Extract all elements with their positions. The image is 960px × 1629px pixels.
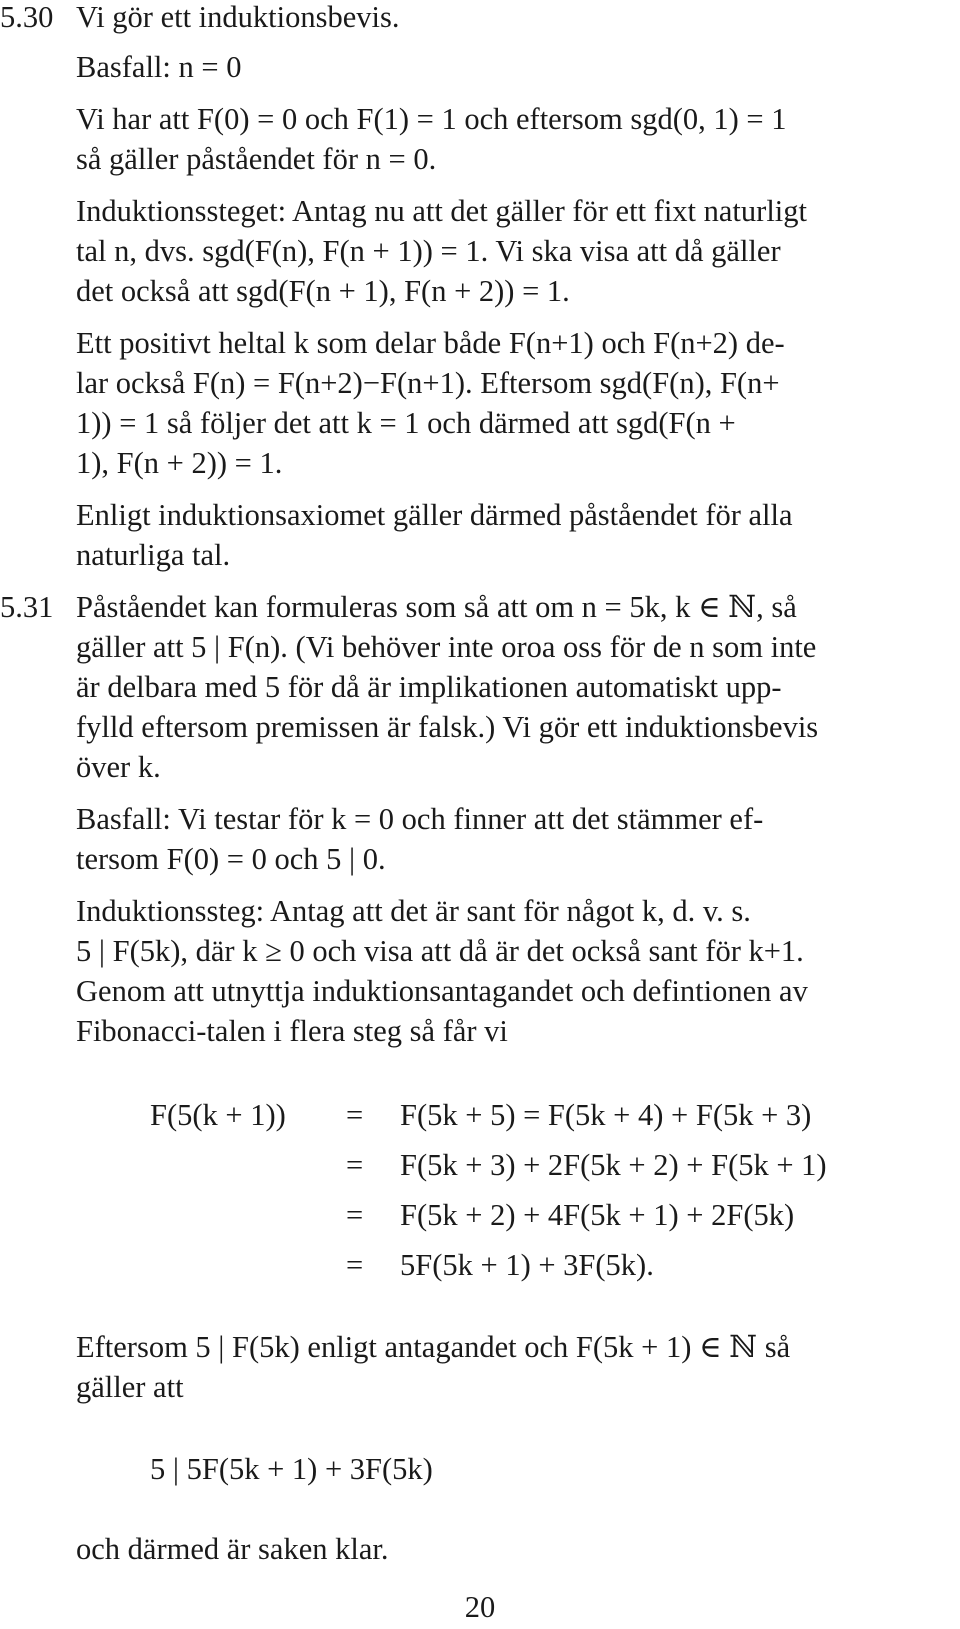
text-line: lar också F(n) = F(n+2)−F(n+1). Eftersom sgd(F(n), F(n+ <box>76 366 780 400</box>
text-line: Genom att utnyttja induktionsantagandet och defintionen av <box>76 974 808 1008</box>
text-line: tersom F(0) = 0 och 5 | 0. <box>76 842 386 876</box>
page-number: 20 <box>464 1590 496 1624</box>
text-line: Basfall: n = 0 <box>76 50 242 84</box>
text-line: tal n, dvs. sgd(F(n), F(n + 1)) = 1. Vi ska visa att då gäller <box>76 234 781 268</box>
text-line: och därmed är saken klar. <box>76 1532 389 1566</box>
text-line: Vi har att F(0) = 0 och F(1) = 1 och eftersom sgd(0, 1) = 1 <box>76 102 787 136</box>
text-line: 5 | F(5k), där k ≥ 0 och visa att då är det också sant för k+1. <box>76 934 804 968</box>
equals-sign: = <box>346 1098 364 1132</box>
text-line: Basfall: Vi testar för k = 0 och finner att det stämmer ef- <box>76 802 764 836</box>
text-line: 1)) = 1 så följer det att k = 1 och därmed att sgd(F(n + <box>76 406 736 440</box>
text-line: gäller att <box>76 1370 184 1404</box>
text-line: Fibonacci-talen i flera steg så får vi <box>76 1014 508 1048</box>
text-line: 1), F(n + 2)) = 1. <box>76 446 283 480</box>
equals-sign: = <box>346 1148 364 1182</box>
equation-rhs: F(5k + 3) + 2F(5k + 2) + F(5k + 1) <box>400 1148 827 1182</box>
exercise-number-5-31: 5.31 <box>0 590 54 624</box>
text-line: så gäller påståendet för n = 0. <box>76 142 437 176</box>
text-line: är delbara med 5 för då är implikationen automatiskt upp- <box>76 670 782 704</box>
text-line: över k. <box>76 750 161 784</box>
text-line: gäller att 5 | F(n). (Vi behöver inte oroa oss för de n som inte <box>76 630 817 664</box>
text-line: Påståendet kan formuleras som så att om n = 5k, k ∈ ℕ, så <box>76 590 797 624</box>
equation-rhs: F(5k + 5) = F(5k + 4) + F(5k + 3) <box>400 1098 812 1132</box>
exercise-number-5-30: 5.30 <box>0 0 54 34</box>
text-line: det också att sgd(F(n + 1), F(n + 2)) = 1. <box>76 274 570 308</box>
equals-sign: = <box>346 1198 364 1232</box>
text-line: naturliga tal. <box>76 538 231 572</box>
text-line: Induktionssteg: Antag att det är sant för något k, d. v. s. <box>76 894 751 928</box>
equation-rhs: 5F(5k + 1) + 3F(5k). <box>400 1248 654 1282</box>
text-line: Ett positivt heltal k som delar både F(n+1) och F(n+2) de- <box>76 326 785 360</box>
text-line: Eftersom 5 | F(5k) enligt antagandet och F(5k + 1) ∈ ℕ så <box>76 1330 791 1364</box>
equation-rhs: F(5k + 2) + 4F(5k + 1) + 2F(5k) <box>400 1198 795 1232</box>
text-line: Enligt induktionsaxiomet gäller därmed påståendet för alla <box>76 498 793 532</box>
text-line: Induktionssteget: Antag nu att det gäller för ett fixt naturligt <box>76 194 807 228</box>
equals-sign: = <box>346 1248 364 1282</box>
display-formula: 5 | 5F(5k + 1) + 3F(5k) <box>150 1452 433 1486</box>
text-line: fylld eftersom premissen är falsk.) Vi gör ett induktionsbevis <box>76 710 819 744</box>
text-line: Vi gör ett induktionsbevis. <box>76 0 400 34</box>
equation-lhs: F(5(k + 1)) <box>150 1098 286 1132</box>
